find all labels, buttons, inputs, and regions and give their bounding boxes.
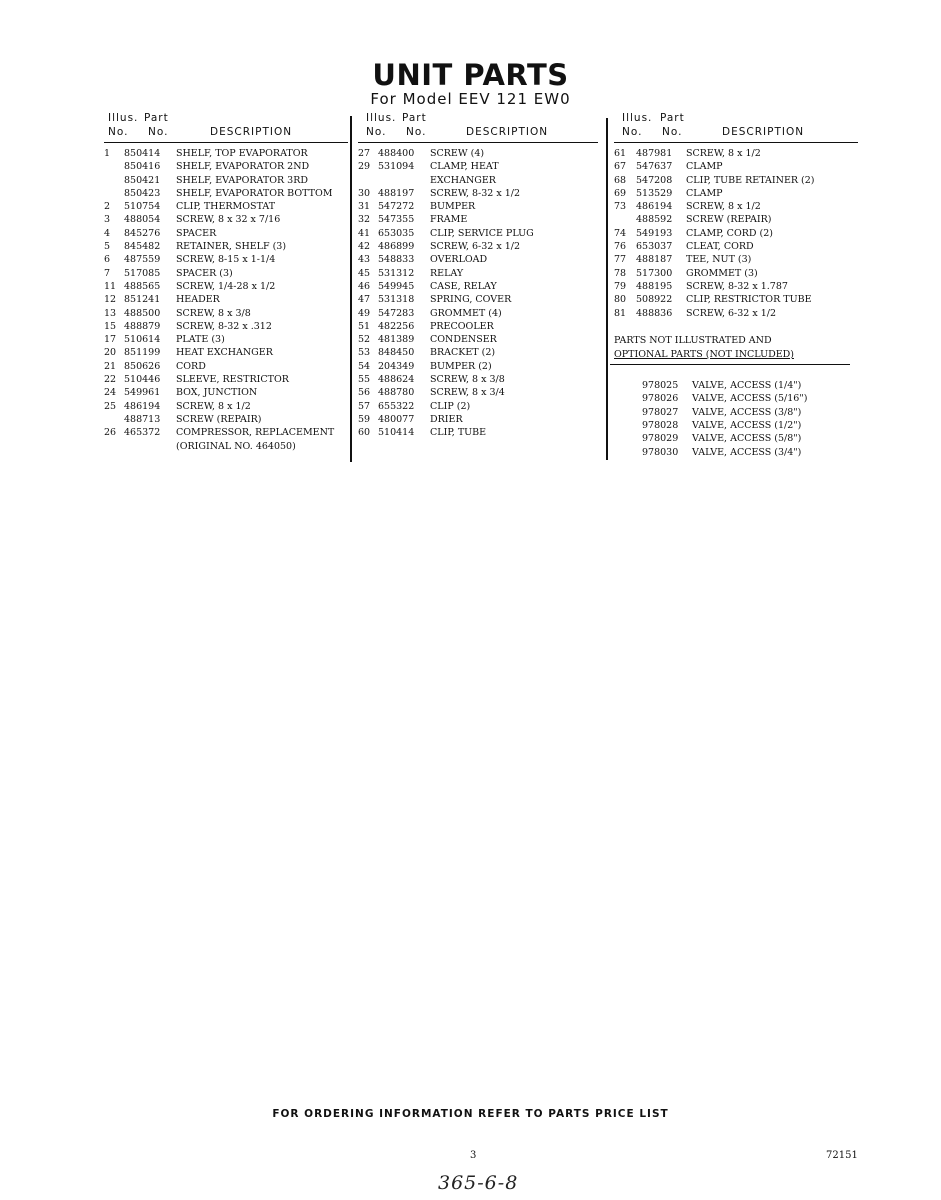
part-number: 488187 — [636, 254, 673, 266]
part-description: DRIER — [430, 413, 463, 425]
illus-number: 69 — [614, 187, 627, 199]
part-row — [358, 227, 598, 240]
part-description: SCREW (4) — [430, 148, 485, 159]
part-description: CLAMP — [686, 187, 723, 199]
illus-number: 26 — [104, 427, 117, 439]
no-label: No. — [406, 126, 427, 138]
part-description: SHELF, TOP EVAPORATOR — [176, 148, 308, 159]
part-row — [614, 293, 858, 306]
part-row — [358, 426, 598, 439]
part-number: 488713 — [124, 413, 161, 425]
illus-number: 11 — [104, 280, 117, 292]
part-description: PRECOOLER — [430, 320, 494, 332]
part-description: VALVE, ACCESS (3/8") — [692, 406, 802, 418]
illus-number: 55 — [358, 374, 371, 386]
illus-number: 2 — [104, 201, 111, 213]
part-description: CASE, RELAY — [430, 280, 497, 292]
part-description: CLIP, TUBE RETAINER (2) — [686, 174, 815, 186]
part-row — [358, 413, 598, 426]
part-number: 488780 — [378, 387, 415, 399]
part-row — [358, 240, 598, 253]
part-number: 481389 — [378, 334, 415, 346]
optional-part-row — [614, 379, 858, 392]
part-description: HEAT EXCHANGER — [176, 347, 273, 359]
part-row — [358, 160, 598, 173]
optional-parts-list — [614, 379, 858, 459]
illus-number: 15 — [104, 320, 117, 332]
optional-part-row — [614, 392, 858, 405]
illus-number: 17 — [104, 334, 117, 346]
illus-number: 29 — [358, 161, 371, 173]
part-row — [358, 320, 598, 333]
part-description: VALVE, ACCESS (3/4") — [692, 446, 802, 458]
part-description: CLIP, THERMOSTAT — [176, 201, 276, 213]
part-number: 508922 — [636, 294, 673, 306]
illus-number: 49 — [358, 307, 371, 319]
part-row — [104, 320, 348, 333]
illus-number: 81 — [614, 307, 627, 319]
part-description: CLIP (2) — [430, 400, 471, 412]
part-number: 547272 — [378, 201, 415, 213]
illus-number: 68 — [614, 174, 627, 186]
part-row — [104, 227, 348, 240]
part-number: 978028 — [642, 420, 679, 432]
illus-label: Illus. — [366, 112, 397, 124]
not-illustrated-note — [614, 334, 858, 362]
part-row — [104, 174, 348, 187]
column-header-top — [104, 112, 348, 126]
part-number: 978030 — [642, 446, 679, 458]
column-header-bottom — [614, 126, 858, 140]
column-header-bottom — [104, 126, 348, 140]
part-row — [104, 426, 348, 439]
illus-number: 79 — [614, 280, 627, 292]
illus-number: 42 — [358, 241, 371, 253]
description-label: DESCRIPTION — [210, 126, 293, 138]
part-number: 517085 — [124, 267, 161, 279]
part-description: SCREW (REPAIR) — [176, 413, 262, 425]
part-description: SCREW, 1/4-28 x 1/2 — [176, 280, 276, 292]
illus-number: 52 — [358, 334, 371, 346]
part-description: CONDENSER — [430, 334, 497, 346]
part-number: 850414 — [124, 148, 161, 159]
illus-number: 30 — [358, 187, 371, 199]
illus-number: 54 — [358, 360, 371, 372]
part-row — [104, 413, 348, 426]
part-description: CLIP, TUBE — [430, 427, 487, 439]
part-row — [614, 213, 858, 226]
part-row — [358, 213, 598, 226]
header-rule — [614, 142, 858, 143]
part-row — [358, 346, 598, 359]
part-row — [358, 333, 598, 346]
illus-number: 74 — [614, 227, 627, 239]
part-description: SCREW, 8 x 1/2 — [686, 148, 761, 159]
part-number: 488836 — [636, 307, 673, 319]
part-row — [358, 187, 598, 200]
part-number: 488565 — [124, 280, 161, 292]
part-description: CLAMP, CORD (2) — [686, 227, 773, 239]
part-row — [104, 200, 348, 213]
part-number: 978029 — [642, 433, 679, 445]
part-description: SCREW, 8-32 x 1/2 — [430, 187, 521, 199]
illus-number: 5 — [104, 241, 111, 253]
part-number: 850421 — [124, 174, 161, 186]
part-row — [104, 360, 348, 373]
part-row — [104, 373, 348, 386]
part-description: CLIP, SERVICE PLUG — [430, 227, 534, 239]
description-label: DESCRIPTION — [722, 126, 805, 138]
part-description: GROMMET (4) — [430, 307, 502, 319]
illus-number: 56 — [358, 387, 371, 399]
part-row — [104, 147, 348, 160]
illus-number: 80 — [614, 294, 627, 306]
illus-number: 24 — [104, 387, 117, 399]
part-number: 513529 — [636, 187, 673, 199]
model-subtitle: For Model EEV 121 EW0 — [370, 90, 571, 108]
parts-list — [104, 147, 348, 453]
part-description: SCREW (REPAIR) — [686, 214, 772, 226]
column-header-bottom — [358, 126, 598, 140]
part-number: 850626 — [124, 360, 161, 372]
part-label: Part — [402, 112, 427, 124]
header-rule — [358, 142, 598, 143]
part-number: 510614 — [124, 334, 161, 346]
column-header-top — [358, 112, 598, 126]
part-row — [614, 174, 858, 187]
part-description: BRACKET (2) — [430, 347, 496, 359]
part-row — [614, 240, 858, 253]
parts-list — [614, 147, 858, 320]
part-row — [358, 147, 598, 160]
part-row — [614, 147, 858, 160]
note-line-1: PARTS NOT ILLUSTRATED AND — [614, 334, 772, 346]
part-row — [104, 307, 348, 320]
part-description: PLATE (3) — [176, 334, 225, 346]
part-row — [104, 213, 348, 226]
handwritten-note: 365-6-8 — [438, 1172, 519, 1194]
part-row — [104, 346, 348, 359]
part-number: 978025 — [642, 379, 679, 391]
illus-number: 1 — [104, 148, 111, 159]
part-number: 510446 — [124, 374, 161, 386]
part-number: 517300 — [636, 267, 673, 279]
part-number: 488195 — [636, 280, 673, 292]
part-number: 845482 — [124, 241, 161, 253]
part-number: 488054 — [124, 214, 161, 226]
part-description: SPACER (3) — [176, 267, 233, 279]
part-description: SPACER — [176, 227, 217, 239]
illus-number: 31 — [358, 201, 371, 213]
parts-list — [358, 147, 598, 440]
parts-column-1 — [104, 112, 348, 453]
illus-number: 4 — [104, 227, 111, 239]
part-description: VALVE, ACCESS (5/16") — [692, 393, 808, 405]
part-number: 488197 — [378, 187, 415, 199]
part-description: SHELF, EVAPORATOR 3RD — [176, 174, 308, 186]
part-row — [104, 440, 348, 453]
illus-number: 27 — [358, 148, 371, 159]
part-description: SCREW, 8 x 1/2 — [176, 400, 251, 412]
part-number: 848450 — [378, 347, 415, 359]
part-row — [358, 307, 598, 320]
part-number: 851199 — [124, 347, 161, 359]
part-description: OVERLOAD — [430, 254, 488, 266]
column-divider — [606, 118, 608, 460]
part-number: 549961 — [124, 387, 161, 399]
illus-label: Illus. — [108, 112, 139, 124]
illus-number: 61 — [614, 148, 627, 159]
part-row — [614, 253, 858, 266]
part-description: GROMMET (3) — [686, 267, 758, 279]
part-description: VALVE, ACCESS (1/2") — [692, 420, 802, 432]
part-description: CLAMP, HEAT — [430, 161, 499, 173]
part-number: 655322 — [378, 400, 415, 412]
illus-number: 77 — [614, 254, 627, 266]
part-number: 978027 — [642, 406, 679, 418]
part-number: 204349 — [378, 360, 415, 372]
part-description: COMPRESSOR, REPLACEMENT — [176, 427, 335, 439]
part-row — [358, 280, 598, 293]
part-label: Part — [144, 112, 169, 124]
part-row — [358, 360, 598, 373]
part-row — [614, 200, 858, 213]
part-label: Part — [660, 112, 685, 124]
part-description: FRAME — [430, 214, 468, 226]
optional-part-row — [614, 446, 858, 459]
part-description: VALVE, ACCESS (1/4") — [692, 379, 802, 391]
part-row — [614, 267, 858, 280]
illus-label: Illus. — [622, 112, 653, 124]
part-description: SLEEVE, RESTRICTOR — [176, 374, 289, 386]
illus-number: 21 — [104, 360, 117, 372]
no-label: No. — [366, 126, 387, 138]
illus-number: 43 — [358, 254, 371, 266]
column-divider — [350, 116, 352, 462]
part-number: 480077 — [378, 413, 415, 425]
note-line-2: OPTIONAL PARTS (NOT INCLUDED) — [614, 348, 794, 360]
part-description: SCREW, 8 x 32 x 7/16 — [176, 214, 281, 226]
part-row — [104, 400, 348, 413]
part-number: 547208 — [636, 174, 673, 186]
part-number: 510414 — [378, 427, 415, 439]
part-number: 549945 — [378, 280, 415, 292]
document-code: 72151 — [826, 1150, 858, 1161]
part-row — [104, 187, 348, 200]
page-title: UNIT PARTS — [372, 58, 569, 92]
part-number: 465372 — [124, 427, 161, 439]
part-number: 531318 — [378, 294, 415, 306]
optional-part-row — [614, 419, 858, 432]
part-row — [104, 280, 348, 293]
part-row — [358, 253, 598, 266]
part-row — [358, 293, 598, 306]
part-row — [104, 160, 348, 173]
illus-number: 59 — [358, 413, 371, 425]
illus-number: 3 — [104, 214, 111, 226]
illus-number: 76 — [614, 241, 627, 253]
illus-number: 7 — [104, 267, 111, 279]
part-description: SCREW, 8 x 3/4 — [430, 387, 505, 399]
part-description: HEADER — [176, 294, 220, 306]
illus-number: 67 — [614, 161, 627, 173]
illus-number: 57 — [358, 400, 371, 412]
part-row — [358, 400, 598, 413]
illus-number: 45 — [358, 267, 371, 279]
part-number: 510754 — [124, 201, 161, 213]
illus-number: 13 — [104, 307, 117, 319]
part-description: RETAINER, SHELF (3) — [176, 241, 287, 253]
part-number: 488624 — [378, 374, 415, 386]
part-description: BUMPER — [430, 201, 476, 213]
part-description: SCREW, 8 x 1/2 — [686, 201, 761, 213]
illus-number: 22 — [104, 374, 117, 386]
part-number: 486899 — [378, 241, 415, 253]
part-number: 531312 — [378, 267, 415, 279]
part-description: (ORIGINAL NO. 464050) — [176, 440, 296, 452]
part-number: 549193 — [636, 227, 673, 239]
part-description: SCREW, 6-32 x 1/2 — [686, 307, 777, 319]
part-number: 531094 — [378, 161, 415, 173]
illus-number: 25 — [104, 400, 117, 412]
note-rule — [610, 364, 850, 365]
optional-part-row — [614, 406, 858, 419]
part-row — [358, 373, 598, 386]
part-description: CORD — [176, 360, 206, 372]
part-row — [358, 386, 598, 399]
part-row — [104, 240, 348, 253]
part-description: CLIP, RESTRICTOR TUBE — [686, 294, 812, 306]
part-number: 487981 — [636, 148, 673, 159]
illus-number: 51 — [358, 320, 371, 332]
page-number: 3 — [470, 1150, 477, 1161]
part-number: 547355 — [378, 214, 415, 226]
part-number: 548833 — [378, 254, 415, 266]
part-number: 482256 — [378, 320, 415, 332]
illus-number: 32 — [358, 214, 371, 226]
part-row — [104, 386, 348, 399]
part-description: SCREW, 8 x 3/8 — [430, 374, 505, 386]
part-row — [104, 333, 348, 346]
no-label: No. — [622, 126, 643, 138]
part-number: 653037 — [636, 241, 673, 253]
part-description: SPRING, COVER — [430, 294, 512, 306]
description-label: DESCRIPTION — [466, 126, 549, 138]
part-number: 486194 — [636, 201, 673, 213]
parts-column-3 — [614, 112, 858, 459]
ordering-footer: FOR ORDERING INFORMATION REFER TO PARTS PRICE LIST — [272, 1108, 669, 1120]
illus-number: 47 — [358, 294, 371, 306]
part-row — [358, 200, 598, 213]
part-row — [614, 280, 858, 293]
illus-number: 20 — [104, 347, 117, 359]
part-number: 486194 — [124, 400, 161, 412]
part-number: 488500 — [124, 307, 161, 319]
part-row — [614, 160, 858, 173]
part-number: 850416 — [124, 161, 161, 173]
part-row — [614, 227, 858, 240]
part-description: SHELF, EVAPORATOR BOTTOM — [176, 187, 333, 199]
part-row — [104, 267, 348, 280]
no-label: No. — [662, 126, 683, 138]
part-number: 845276 — [124, 227, 161, 239]
part-description: VALVE, ACCESS (5/8") — [692, 433, 802, 445]
part-row — [104, 253, 348, 266]
illus-number: 60 — [358, 427, 371, 439]
part-description: SCREW, 8 x 3/8 — [176, 307, 251, 319]
part-number: 653035 — [378, 227, 415, 239]
part-description: TEE, NUT (3) — [686, 254, 752, 266]
part-description: CLAMP — [686, 161, 723, 173]
part-description: EXCHANGER — [430, 174, 496, 186]
part-number: 851241 — [124, 294, 161, 306]
part-row — [614, 307, 858, 320]
illus-number: 41 — [358, 227, 371, 239]
part-row — [358, 174, 598, 187]
part-description: BUMPER (2) — [430, 360, 492, 372]
part-description: CLEAT, CORD — [686, 241, 754, 253]
part-description: SCREW, 8-32 x .312 — [176, 320, 272, 332]
illus-number: 46 — [358, 280, 371, 292]
part-row — [614, 187, 858, 200]
part-row — [104, 293, 348, 306]
illus-number: 53 — [358, 347, 371, 359]
part-number: 547283 — [378, 307, 415, 319]
illus-number: 73 — [614, 201, 627, 213]
part-number: 487559 — [124, 254, 161, 266]
no-label: No. — [108, 126, 129, 138]
part-description: BOX, JUNCTION — [176, 387, 258, 399]
column-header-top — [614, 112, 858, 126]
parts-column-2 — [358, 112, 598, 440]
part-description: SCREW, 6-32 x 1/2 — [430, 241, 521, 253]
illus-number: 12 — [104, 294, 117, 306]
part-description: RELAY — [430, 267, 464, 279]
part-number: 850423 — [124, 187, 161, 199]
part-row — [358, 267, 598, 280]
optional-part-row — [614, 432, 858, 445]
part-number: 488879 — [124, 320, 161, 332]
part-number: 978026 — [642, 393, 679, 405]
part-number: 488400 — [378, 148, 415, 159]
part-description: SCREW, 8-32 x 1.787 — [686, 280, 788, 292]
part-description: SCREW, 8-15 x 1-1/4 — [176, 254, 276, 266]
illus-number: 78 — [614, 267, 627, 279]
part-description: SHELF, EVAPORATOR 2ND — [176, 161, 310, 173]
header-rule — [104, 142, 348, 143]
part-number: 547637 — [636, 161, 673, 173]
part-number: 488592 — [636, 214, 673, 226]
illus-number: 6 — [104, 254, 111, 266]
no-label: No. — [148, 126, 169, 138]
